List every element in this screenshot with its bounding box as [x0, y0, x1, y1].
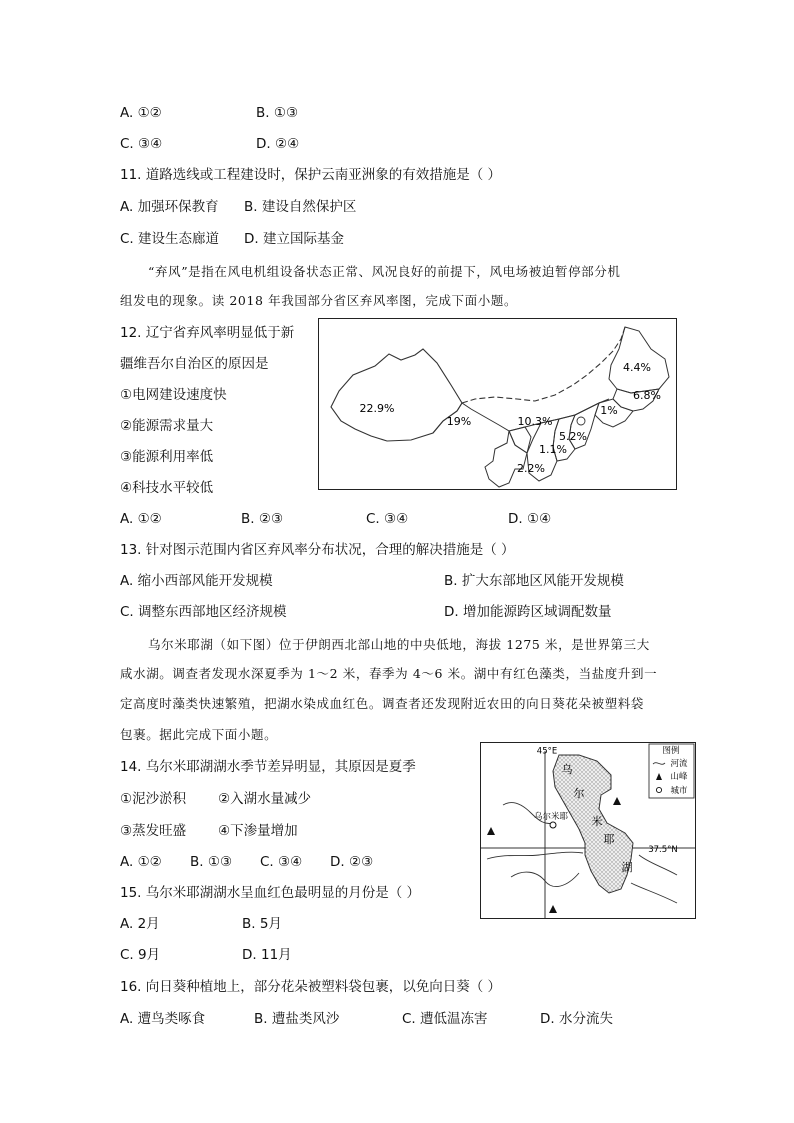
q12-option-d: D. ①④ [508, 511, 552, 527]
q16-stem: 16. 向日葵种植地上，部分花朵被塑料袋包裹，以免向日葵（ ） [120, 979, 502, 995]
xinjiang-outline [331, 349, 462, 441]
q15-option-a: A. 2月 [120, 916, 160, 932]
q10-option-b: B. ①③ [256, 105, 299, 121]
q16-option-b: B. 遭盐类风沙 [254, 1011, 340, 1027]
lake-urmia-map-svg [481, 743, 695, 918]
q15-option-d: D. 11月 [242, 947, 292, 963]
q13-option-d: D. 增加能源跨区域调配数量 [444, 604, 612, 620]
inner-mongolia-rate: 10.3% [517, 415, 553, 428]
q14-option-d: D. ②③ [330, 854, 374, 870]
q16-option-a: A. 遭鸟类啄食 [120, 1011, 206, 1027]
jilin-rate: 6.8% [633, 389, 661, 402]
q12-item-2: ②能源需求量大 [120, 418, 214, 434]
mountain-peak-east [613, 797, 621, 805]
q11-option-d: D. 建立国际基金 [244, 231, 344, 247]
q14-item-3: ③蒸发旺盛 [120, 823, 187, 839]
q11-stem: 11. 道路选线或工程建设时，保护云南亚洲象的有效措施是（ ） [120, 167, 502, 183]
urmia-city-label: 乌尔米耶 [533, 812, 569, 822]
q16-option-d: D. 水分流失 [540, 1011, 613, 1027]
lake-urmia-map [480, 742, 696, 919]
q14-option-c: C. ③④ [260, 854, 303, 870]
q14-item-2: ②入湖水量减少 [218, 791, 312, 807]
q10-option-c: C. ③④ [120, 136, 163, 152]
q11-option-a: A. 加强环保教育 [120, 199, 219, 215]
lake-label-char-2: 尔 [573, 787, 585, 800]
q12-item-1: ①电网建设速度快 [120, 387, 227, 403]
q13-option-a: A. 缩小西部风能开发规模 [120, 573, 273, 589]
gansu-rate: 19% [446, 415, 472, 428]
q10-option-a: A. ①② [120, 105, 162, 121]
legend-peak-label: 山峰 [670, 772, 688, 782]
xinjiang-rate: 22.9% [359, 402, 395, 415]
passage2-line-1: 乌尔米耶湖（如下图）位于伊朗西北部山地的中央低地，海拔 1275 米，是世界第三大 [148, 637, 650, 652]
q14-option-b: B. ①③ [190, 854, 233, 870]
q16-option-c: C. 遭低温冻害 [402, 1011, 488, 1027]
q13-option-c: C. 调整东西部地区经济规模 [120, 604, 287, 620]
lake-label-char-5: 湖 [621, 861, 633, 874]
q15-option-c: C. 9月 [120, 947, 161, 963]
q15-stem: 15. 乌尔米耶湖湖水呈血红色最明显的月份是（ ） [120, 885, 421, 901]
q12-item-3: ③能源利用率低 [120, 449, 214, 465]
mountain-peak-south [549, 905, 557, 913]
lake-label-char-1: 乌 [561, 763, 573, 776]
passage1-line-2: 组发电的现象。读 2018 年我国部分省区弃风率图，完成下面小题。 [120, 293, 518, 308]
passage2-line-3: 定高度时藻类快速繁殖，把湖水染成血红色。调查者还发现附近农田的向日葵花朵被塑料袋 [120, 696, 645, 711]
q14-item-1: ①泥沙淤积 [120, 791, 187, 807]
q11-option-b: B. 建设自然保护区 [244, 199, 357, 215]
urmia-city-marker [550, 822, 556, 828]
liaoning-rate: 1% [600, 404, 618, 417]
q12-stem-line-2: 疆维吾尔自治区的原因是 [120, 356, 269, 372]
passage2-line-2: 咸水湖。调查者发现水深夏季为 1～2 米，春季为 4～6 米。湖中有红色藻类，当盐度升到一 [120, 666, 658, 681]
legend-city-label: 城市 [670, 786, 688, 796]
river-5 [639, 855, 677, 875]
ningxia-outline [509, 427, 531, 453]
legend-title: 图例 [662, 746, 680, 756]
hebei-rate: 5.2% [559, 430, 587, 443]
q10-option-d: D. ②④ [256, 136, 300, 152]
passage2-line-4: 包裹。据此完成下面小题。 [120, 727, 278, 742]
lake-label-char-4: 耶 [603, 833, 615, 846]
shaanxi-rate: 2.2% [517, 462, 545, 475]
curtailment-map-svg [319, 319, 676, 489]
curtailment-map [318, 318, 677, 490]
heilongjiang-outline [609, 327, 669, 393]
q15-option-b: B. 5月 [242, 916, 282, 932]
q13-option-b: B. 扩大东部地区风能开发规模 [444, 573, 624, 589]
q12-option-b: B. ②③ [241, 511, 284, 527]
longitude-label: 45°E [536, 746, 558, 757]
q14-option-a: A. ①② [120, 854, 162, 870]
passage1-line-1: “弃风”是指在风电机组设备状态正常、风况良好的前提下，风电场被迫暂停部分机 [148, 264, 621, 279]
q12-option-c: C. ③④ [366, 511, 409, 527]
q12-item-4: ④科技水平较低 [120, 480, 214, 496]
river-4 [631, 883, 677, 903]
heilongjiang-rate: 4.4% [623, 361, 651, 374]
legend-river-label: 河流 [670, 759, 688, 769]
shanxi-rate: 1.1% [539, 443, 567, 456]
q12-stem-line-1: 12. 辽宁省弃风率明显低于新 [120, 325, 295, 341]
beijing-outline [577, 417, 585, 425]
q14-stem: 14. 乌尔米耶湖湖水季节差异明显，其原因是夏季 [120, 759, 416, 775]
latitude-label: 37.5°N [648, 845, 678, 855]
mountain-peak-west [487, 827, 495, 835]
q11-option-c: C. 建设生态廊道 [120, 231, 220, 247]
q13-stem: 13. 针对图示范围内省区弃风率分布状况，合理的解决措施是（ ） [120, 542, 515, 558]
river-2 [487, 852, 583, 859]
inner-mongolia-border [462, 327, 625, 403]
lake-label-char-3: 米 [591, 815, 603, 828]
legend-city-symbol [656, 787, 661, 792]
q12-option-a: A. ①② [120, 511, 162, 527]
q14-item-4: ④下渗量增加 [218, 823, 298, 839]
